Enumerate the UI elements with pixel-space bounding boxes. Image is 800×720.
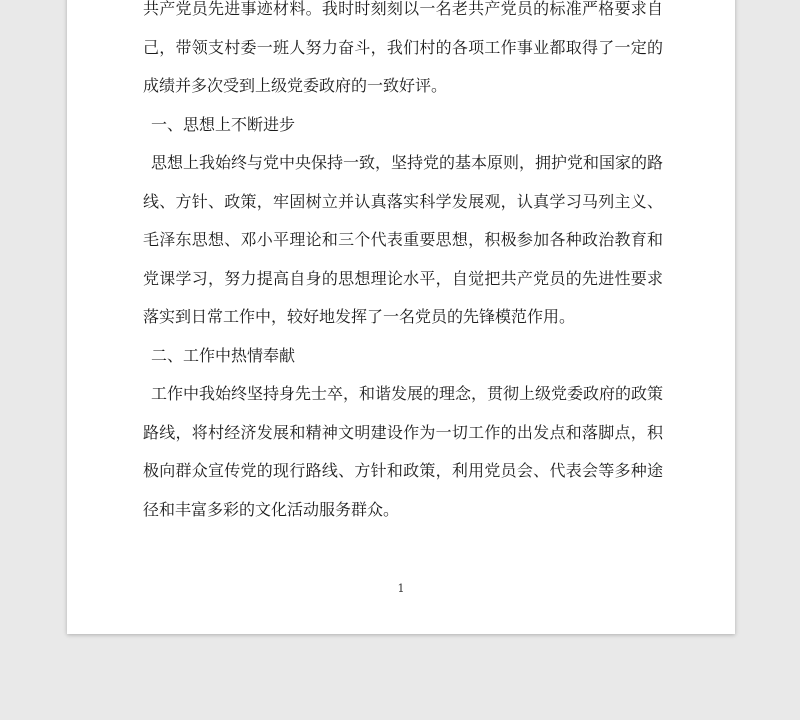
document-page xyxy=(67,0,735,634)
page-content xyxy=(143,0,663,529)
body-paragraph: 共产党员先进事迹材料。我时时刻刻以一名老共产党员的标准严格要求自己，带领支村委一班人努力奋斗，我们村的各项工作事业都取得了一定的成绩并多次受到上级党委政府的一致好评。 xyxy=(143,0,663,95)
page-number: 1 xyxy=(397,582,405,595)
section-heading: 一、思想上不断进步 xyxy=(151,114,296,134)
body-paragraph: 工作中我始终坚持身先士卒，和谐发展的理念，贯彻上级党委政府的政策路线，将村经济发展和精神文明建设作为一切工作的出发点和落脚点，积极向群众宣传党的现行路线、方针和政策，利用党员会、代表会等多种途径和丰富多彩的文化活动服务群众。 xyxy=(143,384,664,519)
section-heading: 二、工作中热情奉献 xyxy=(151,345,296,365)
body-paragraph: 思想上我始终与党中央保持一致，坚持党的基本原则，拥护党和国家的路线、方针、政策，牢固树立并认真落实科学发展观，认真学习马列主义、毛泽东思想、邓小平理论和三个代表重要思想，积极参加各种政治教育和党课学习，努力提高自身的思想理论水平，自觉把共产党员的先进性要求落实到日常工作中，较好地发挥了一名党员的先锋模范作用。 xyxy=(143,153,664,326)
